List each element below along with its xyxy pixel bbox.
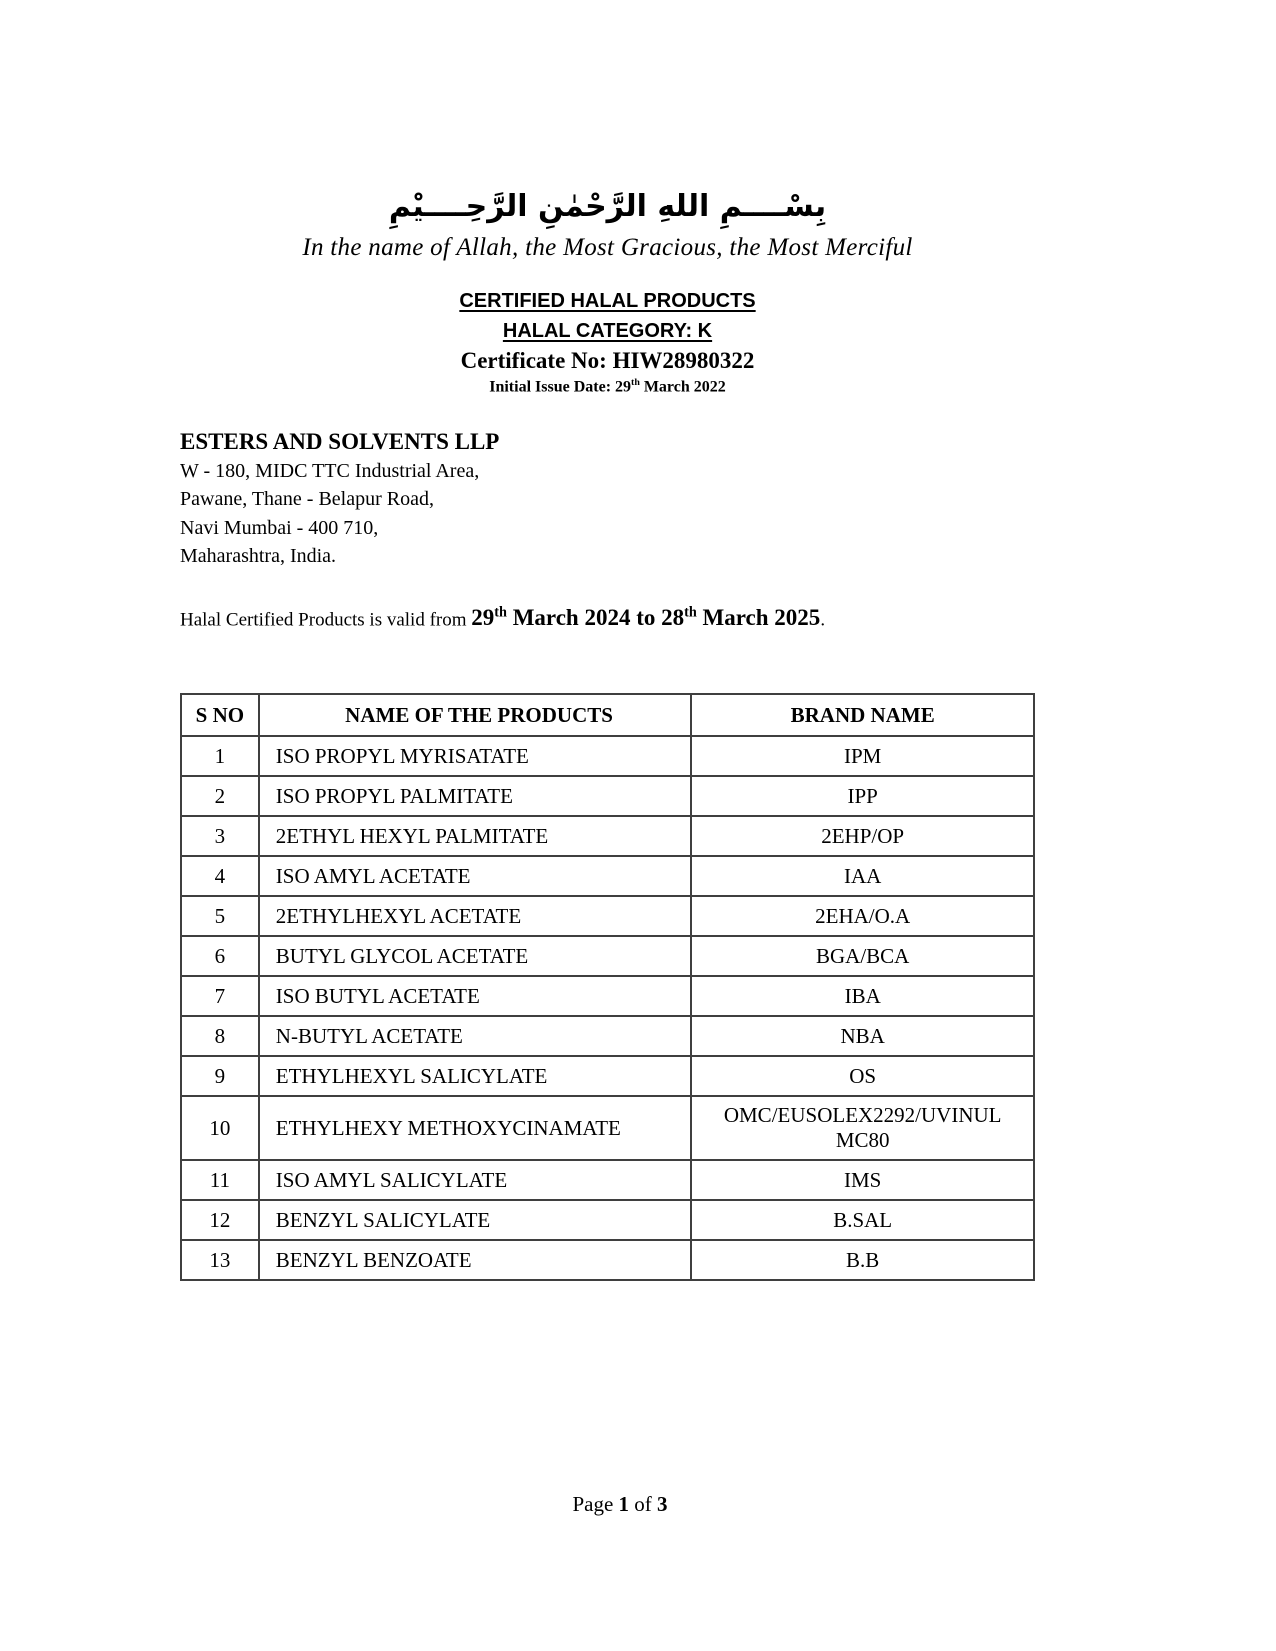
cell-brand-name: 2EHP/OP bbox=[691, 816, 1034, 856]
cell-sno: 10 bbox=[181, 1096, 259, 1160]
cell-brand-name: IPM bbox=[691, 736, 1034, 776]
initial-issue-date-line bbox=[180, 377, 1035, 396]
table-row bbox=[181, 936, 1034, 976]
cell-brand-name: B.SAL bbox=[691, 1200, 1034, 1240]
cell-product-name: BENZYL BENZOATE bbox=[259, 1240, 692, 1280]
company-name: ESTERS AND SOLVENTS LLP bbox=[180, 429, 500, 455]
cell-brand-name: IAA bbox=[691, 856, 1034, 896]
issue-date-prefix: Initial Issue Date: 29 bbox=[489, 378, 632, 396]
validity-to-ordinal: th bbox=[684, 604, 697, 621]
document-title-line2: HALAL CATEGORY: K bbox=[502, 320, 713, 342]
validity-prefix: Halal Certified Products is valid from bbox=[180, 609, 472, 631]
cell-brand-name: OS bbox=[691, 1056, 1034, 1096]
cell-brand-name: B.B bbox=[691, 1240, 1034, 1280]
table-row bbox=[181, 896, 1034, 936]
issue-date-ordinal: th bbox=[631, 377, 640, 388]
table-row bbox=[181, 1056, 1034, 1096]
cell-product-name: BENZYL SALICYLATE bbox=[259, 1200, 692, 1240]
table-row bbox=[181, 776, 1034, 816]
cell-sno: 13 bbox=[181, 1240, 259, 1280]
table-row bbox=[181, 1200, 1034, 1240]
validity-statement bbox=[180, 605, 1035, 632]
footer-page-label: Page bbox=[572, 1492, 619, 1516]
validity-from-day: 29 bbox=[471, 605, 495, 631]
validity-end: March 2025 bbox=[696, 605, 821, 631]
cell-sno: 7 bbox=[181, 976, 259, 1016]
header-brand-name: BRAND NAME bbox=[691, 694, 1034, 736]
certificate-label: Certificate No: bbox=[460, 348, 613, 373]
cell-sno: 4 bbox=[181, 856, 259, 896]
footer-total-pages: 3 bbox=[657, 1492, 668, 1516]
table-row bbox=[181, 856, 1034, 896]
cell-sno: 8 bbox=[181, 1016, 259, 1056]
cell-brand-name: 2EHA/O.A bbox=[691, 896, 1034, 936]
company-address-block bbox=[180, 428, 1035, 570]
validity-dates bbox=[471, 605, 820, 630]
document-title-line1: CERTIFIED HALAL PRODUCTS bbox=[459, 290, 756, 312]
cell-sno: 1 bbox=[181, 736, 259, 776]
header-product-name: NAME OF THE PRODUCTS bbox=[259, 694, 692, 736]
cell-sno: 2 bbox=[181, 776, 259, 816]
bismillah-translation: In the name of Allah, the Most Gracious, the Most Merciful bbox=[302, 234, 913, 261]
address-line-1: W - 180, MIDC TTC Industrial Area, bbox=[180, 460, 480, 483]
page-footer bbox=[0, 1492, 1240, 1517]
cell-product-name: ISO BUTYL ACETATE bbox=[259, 976, 692, 1016]
cell-product-name: ISO PROPYL PALMITATE bbox=[259, 776, 692, 816]
table-row bbox=[181, 1096, 1034, 1160]
cell-sno: 11 bbox=[181, 1160, 259, 1200]
validity-middle: March 2024 to 28 bbox=[506, 605, 685, 631]
cell-product-name: N-BUTYL ACETATE bbox=[259, 1016, 692, 1056]
footer-of-label: of bbox=[629, 1492, 658, 1516]
cell-brand-name: IBA bbox=[691, 976, 1034, 1016]
cell-product-name: 2ETHYLHEXYL ACETATE bbox=[259, 896, 692, 936]
cell-brand-name: IMS bbox=[691, 1160, 1034, 1200]
cell-product-name: ETHYLHEXY METHOXYCINAMATE bbox=[259, 1096, 692, 1160]
table-row bbox=[181, 976, 1034, 1016]
address-line-3: Navi Mumbai - 400 710, bbox=[180, 516, 379, 539]
cell-brand-name: OMC/EUSOLEX2292/UVINUL MC80 bbox=[691, 1096, 1034, 1160]
certificate-number-line bbox=[180, 348, 1035, 374]
address-line-2: Pawane, Thane - Belapur Road, bbox=[180, 488, 434, 511]
table-row bbox=[181, 1016, 1034, 1056]
header-sno: S NO bbox=[181, 694, 259, 736]
table-row bbox=[181, 1240, 1034, 1280]
cell-sno: 12 bbox=[181, 1200, 259, 1240]
cell-product-name: ISO AMYL ACETATE bbox=[259, 856, 692, 896]
validity-period: . bbox=[820, 609, 826, 631]
validity-from-ordinal: th bbox=[494, 604, 507, 621]
cell-sno: 9 bbox=[181, 1056, 259, 1096]
issue-date-rest: March 2022 bbox=[639, 378, 726, 396]
cell-brand-name: IPP bbox=[691, 776, 1034, 816]
cell-product-name: 2ETHYL HEXYL PALMITATE bbox=[259, 816, 692, 856]
products-table-header bbox=[181, 694, 1034, 736]
cell-sno: 3 bbox=[181, 816, 259, 856]
cell-product-name: ETHYLHEXYL SALICYLATE bbox=[259, 1056, 692, 1096]
address-line-4: Maharashtra, India. bbox=[180, 545, 337, 568]
header-row bbox=[181, 694, 1034, 736]
products-table-body bbox=[181, 736, 1034, 1280]
cell-sno: 5 bbox=[181, 896, 259, 936]
table-row bbox=[181, 816, 1034, 856]
certificate-number: HIW28980322 bbox=[612, 348, 755, 373]
table-row bbox=[181, 736, 1034, 776]
cell-brand-name: BGA/BCA bbox=[691, 936, 1034, 976]
footer-page-number: 1 bbox=[618, 1492, 630, 1516]
products-table bbox=[180, 693, 1035, 1281]
document-page bbox=[180, 0, 1035, 1281]
cell-product-name: ISO AMYL SALICYLATE bbox=[259, 1160, 692, 1200]
cell-brand-name: NBA bbox=[691, 1016, 1034, 1056]
bismillah-calligraphy: بِسْــــمِ اللهِ الرَّحْمٰنِ الرَّحِــــيْمِ bbox=[388, 189, 827, 224]
cell-product-name: ISO PROPYL MYRISATATE bbox=[259, 736, 692, 776]
table-row bbox=[181, 1160, 1034, 1200]
cell-sno: 6 bbox=[181, 936, 259, 976]
cell-product-name: BUTYL GLYCOL ACETATE bbox=[259, 936, 692, 976]
